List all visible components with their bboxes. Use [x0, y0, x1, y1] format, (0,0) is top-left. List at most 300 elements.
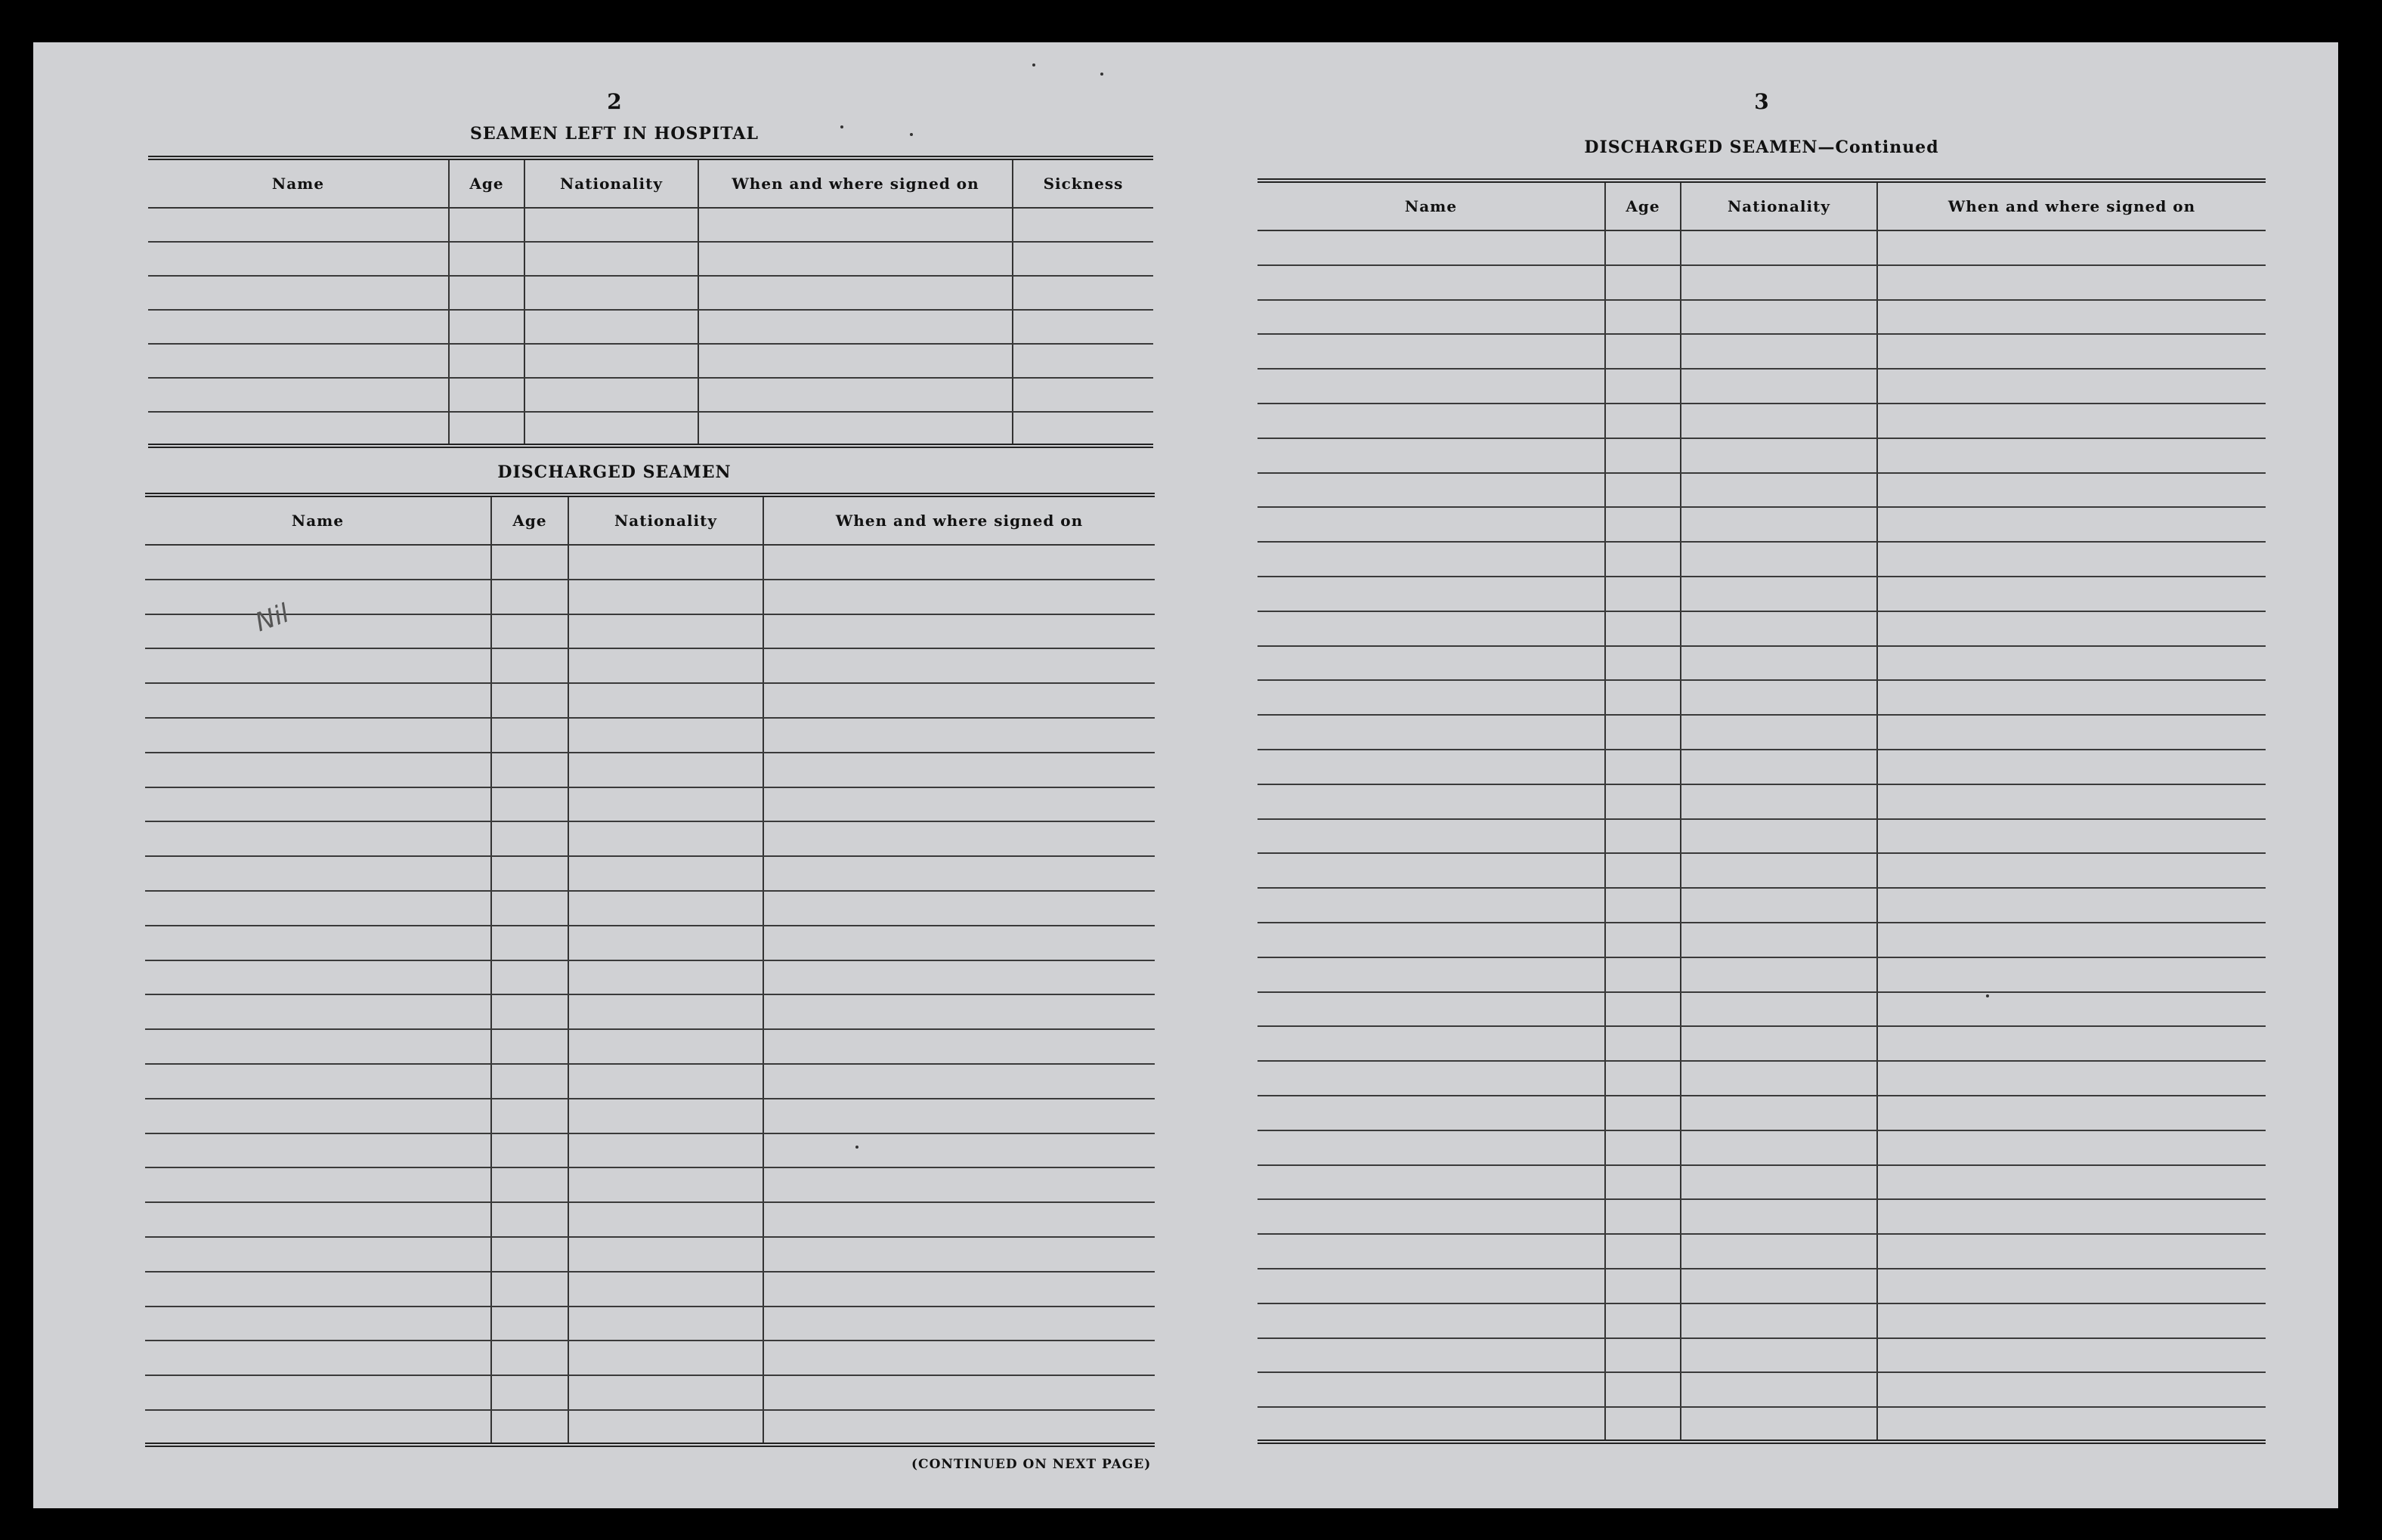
- ledger-cell: [1258, 1234, 1605, 1269]
- ledger-cell: [449, 276, 524, 310]
- table-row: [145, 1167, 1155, 1202]
- ledger-cell: [1258, 750, 1605, 784]
- ledger-cell: [1605, 1130, 1681, 1165]
- ledger-cell: [763, 545, 1155, 580]
- ledger-cell: [1877, 819, 2266, 854]
- table-row: [148, 276, 1153, 310]
- ledger-cell: [763, 718, 1155, 753]
- ledger-cell: [763, 1133, 1155, 1168]
- ledger-cell: [568, 960, 763, 995]
- ledger-cell: [1877, 542, 2266, 577]
- table-row: [1258, 819, 2266, 854]
- ledger-cell: [1258, 888, 1605, 923]
- ledger-cell: [1877, 888, 2266, 923]
- table-row: [145, 648, 1155, 683]
- table-row: [145, 926, 1155, 960]
- ledger-cell: [449, 378, 524, 412]
- ledger-cell: [449, 208, 524, 242]
- col-header-age: Age: [491, 495, 568, 545]
- table-row: [145, 1133, 1155, 1168]
- ledger-cell: [145, 1341, 491, 1375]
- ledger-cell: [1605, 1303, 1681, 1338]
- ledger-cell: [1877, 750, 2266, 784]
- ledger-cell: [1681, 611, 1877, 646]
- ledger-cell: [1258, 507, 1605, 542]
- ledger-cell: [145, 787, 491, 822]
- ledger-cell: [491, 1029, 568, 1064]
- ledger-cell: [1605, 715, 1681, 750]
- ledger-cell: [763, 856, 1155, 891]
- ledger-cell: [145, 1029, 491, 1064]
- ledger-cell: [1258, 542, 1605, 577]
- ledger-cell: [145, 1272, 491, 1307]
- ledger-cell: [491, 1237, 568, 1272]
- ledger-cell: [763, 1029, 1155, 1064]
- ledger-cell: [1258, 646, 1605, 681]
- ledger-cell: [145, 1307, 491, 1341]
- ledger-cell: [568, 821, 763, 856]
- ledger-cell: [568, 1202, 763, 1237]
- ledger-cell: [568, 1375, 763, 1410]
- table-row: [1258, 230, 2266, 265]
- ledger-cell: [491, 1341, 568, 1375]
- ledger-cell: [568, 545, 763, 580]
- ledger-cell: [491, 545, 568, 580]
- ledger-cell: [145, 718, 491, 753]
- table-row: [1258, 1165, 2266, 1200]
- ledger-cell: [1877, 853, 2266, 888]
- ledger-cell: [145, 994, 491, 1029]
- ledger-cell: [1605, 957, 1681, 992]
- ledger-cell: [1681, 438, 1877, 473]
- ledger-cell: [1681, 680, 1877, 715]
- ledger-cell: [568, 891, 763, 926]
- ledger-cell: [1605, 646, 1681, 681]
- hospital-section-title: SEAMEN LEFT IN HOSPITAL: [470, 124, 759, 144]
- ledger-cell: [1681, 1026, 1877, 1061]
- ledger-cell: [491, 1202, 568, 1237]
- ledger-cell: [1605, 265, 1681, 300]
- col-header-name: Name: [145, 495, 491, 545]
- table-row: [1258, 1407, 2266, 1442]
- ledger-cell: [1258, 1338, 1605, 1373]
- ledger-cell: [1681, 784, 1877, 819]
- table-row: [145, 1029, 1155, 1064]
- ledger-cell: [1877, 473, 2266, 508]
- ledger-cell: [763, 787, 1155, 822]
- ledger-cell: [1605, 404, 1681, 438]
- ledger-cell: [568, 718, 763, 753]
- ledger-cell: [1681, 957, 1877, 992]
- col-header-age: Age: [449, 158, 524, 208]
- ledger-cell: [1681, 473, 1877, 508]
- ledger-cell: [1877, 1234, 2266, 1269]
- ledger-cell: [148, 208, 449, 242]
- ledger-cell: [145, 926, 491, 960]
- table-row: [1258, 680, 2266, 715]
- ledger-cell: [491, 926, 568, 960]
- ledger-cell: [1258, 1407, 1605, 1442]
- table-row: [1258, 611, 2266, 646]
- ledger-cell: [763, 1237, 1155, 1272]
- scan-speck: [1100, 73, 1103, 76]
- ledger-cell: [1681, 992, 1877, 1027]
- ledger-cell: [145, 1133, 491, 1168]
- col-header-sickness: Sickness: [1013, 158, 1153, 208]
- table-row: [145, 856, 1155, 891]
- ledger-cell: [1258, 715, 1605, 750]
- ledger-cell: [145, 891, 491, 926]
- ledger-cell: [1605, 611, 1681, 646]
- ledger-cell: [145, 1375, 491, 1410]
- ledger-cell: [449, 310, 524, 344]
- ledger-cell: [1605, 1372, 1681, 1407]
- ledger-cell: [698, 276, 1013, 310]
- table-row: [1258, 1269, 2266, 1303]
- ledger-cell: [1258, 334, 1605, 369]
- ledger-cell: [568, 683, 763, 718]
- ledger-cell: [1258, 473, 1605, 508]
- table-row: [145, 580, 1155, 614]
- ledger-cell: [1681, 1096, 1877, 1130]
- ledger-cell: [1877, 957, 2266, 992]
- ledger-cell: [568, 753, 763, 787]
- discharged-table: [145, 493, 1155, 1447]
- ledger-cell: [568, 1307, 763, 1341]
- ledger-cell: [1681, 715, 1877, 750]
- table-row: [1258, 1199, 2266, 1234]
- ledger-cell: [1877, 1165, 2266, 1200]
- ledger-cell: [1258, 404, 1605, 438]
- table-row: [145, 821, 1155, 856]
- ledger-cell: [1605, 1407, 1681, 1442]
- ledger-cell: [763, 614, 1155, 649]
- ledger-cell: [1258, 992, 1605, 1027]
- table-row: [148, 310, 1153, 344]
- ledger-cell: [568, 1029, 763, 1064]
- ledger-cell: [1681, 334, 1877, 369]
- ledger-cell: [698, 412, 1013, 446]
- ledger-cell: [524, 378, 698, 412]
- ledger-cell: [1258, 923, 1605, 957]
- ledger-cell: [1681, 404, 1877, 438]
- ledger-cell: [1877, 1199, 2266, 1234]
- ledger-cell: [1877, 369, 2266, 404]
- table-row: [1258, 1372, 2266, 1407]
- ledger-cell: [1605, 750, 1681, 784]
- ledger-cell: [1258, 577, 1605, 611]
- ledger-cell: [1877, 1130, 2266, 1165]
- table-row: [1258, 369, 2266, 404]
- table-row: [145, 545, 1155, 580]
- ledger-cell: [698, 344, 1013, 378]
- ledger-cell: [763, 1099, 1155, 1133]
- ledger-cell: [1877, 646, 2266, 681]
- ledger-cell: [568, 1064, 763, 1099]
- ledger-cell: [145, 545, 491, 580]
- ledger-cell: [1681, 577, 1877, 611]
- ledger-cell: [491, 1307, 568, 1341]
- ledger-cell: [491, 994, 568, 1029]
- ledger-cell: [763, 1064, 1155, 1099]
- ledger-cell: [1877, 784, 2266, 819]
- ledger-cell: [1605, 923, 1681, 957]
- ledger-cell: [1681, 646, 1877, 681]
- ledger-cell: [1013, 412, 1153, 446]
- table-row: [1258, 542, 2266, 577]
- scan-speck: [910, 133, 913, 136]
- ledger-cell: [1681, 819, 1877, 854]
- ledger-cell: [1681, 1303, 1877, 1338]
- ledger-cell: [1258, 265, 1605, 300]
- ledger-cell: [1877, 715, 2266, 750]
- ledger-cell: [1605, 438, 1681, 473]
- ledger-cell: [148, 242, 449, 276]
- col-header-name: Name: [148, 158, 449, 208]
- ledger-cell: [1258, 1303, 1605, 1338]
- col-header-age: Age: [1605, 181, 1681, 230]
- ledger-cell: [1605, 680, 1681, 715]
- ledger-cell: [145, 821, 491, 856]
- table-row: [145, 994, 1155, 1029]
- table-row: [1258, 1338, 2266, 1373]
- ledger-cell: [1605, 1269, 1681, 1303]
- ledger-cell: [145, 1099, 491, 1133]
- ledger-cell: [1877, 230, 2266, 265]
- ledger-cell: [1877, 680, 2266, 715]
- ledger-cell: [1877, 577, 2266, 611]
- ledger-cell: [491, 1167, 568, 1202]
- scan-speck: [1032, 63, 1035, 66]
- col-header-signed-on: When and where signed on: [698, 158, 1013, 208]
- ledger-cell: [1877, 992, 2266, 1027]
- ledger-cell: [491, 718, 568, 753]
- ledger-cell: [1877, 1338, 2266, 1373]
- ledger-cell: [145, 960, 491, 995]
- table-row: [148, 378, 1153, 412]
- table-row: [148, 242, 1153, 276]
- ledger-cell: [491, 683, 568, 718]
- table-row: [1258, 334, 2266, 369]
- table-row: [1258, 1026, 2266, 1061]
- ledger-cell: [145, 1167, 491, 1202]
- table-row: [1258, 507, 2266, 542]
- table-row: [145, 960, 1155, 995]
- ledger-cell: [491, 1375, 568, 1410]
- ledger-cell: [1681, 923, 1877, 957]
- ledger-cell: [1258, 611, 1605, 646]
- ledger-cell: [1605, 1338, 1681, 1373]
- ledger-cell: [491, 580, 568, 614]
- handwritten-nil-mark: Nil: [251, 598, 293, 639]
- ledger-cell: [1605, 1199, 1681, 1234]
- ledger-cell: [1605, 1165, 1681, 1200]
- ledger-cell: [1877, 334, 2266, 369]
- ledger-cell: [763, 1341, 1155, 1375]
- ledger-cell: [491, 891, 568, 926]
- ledger-cell: [1605, 992, 1681, 1027]
- ledger-cell: [1877, 1061, 2266, 1096]
- ledger-cell: [1605, 888, 1681, 923]
- ledger-cell: [491, 856, 568, 891]
- table-row: [145, 1099, 1155, 1133]
- ledger-cell: [1681, 230, 1877, 265]
- ledger-cell: [145, 1410, 491, 1445]
- ledger-cell: [763, 1272, 1155, 1307]
- table-row: [145, 1410, 1155, 1445]
- table-row: [145, 1307, 1155, 1341]
- ledger-cell: [568, 1133, 763, 1168]
- ledger-cell: [145, 753, 491, 787]
- ledger-cell: [1681, 542, 1877, 577]
- ledger-cell: [524, 344, 698, 378]
- page-number-left: 2: [607, 89, 622, 114]
- ledger-cell: [145, 1202, 491, 1237]
- table-row: [145, 891, 1155, 926]
- table-row: [1258, 1061, 2266, 1096]
- ledger-cell: [145, 683, 491, 718]
- ledger-cell: [524, 208, 698, 242]
- ledger-cell: [1013, 276, 1153, 310]
- ledger-cell: [1605, 853, 1681, 888]
- scan-speck: [855, 1146, 858, 1149]
- table-row: [1258, 923, 2266, 957]
- ledger-cell: [491, 1272, 568, 1307]
- ledger-cell: [491, 960, 568, 995]
- ledger-cell: [698, 310, 1013, 344]
- ledger-cell: [1258, 784, 1605, 819]
- ledger-cell: [1013, 208, 1153, 242]
- ledger-cell: [1605, 473, 1681, 508]
- discharged-continued-table: [1258, 178, 2266, 1444]
- ledger-cell: [1258, 957, 1605, 992]
- ledger-cell: [524, 276, 698, 310]
- ledger-cell: [763, 994, 1155, 1029]
- ledger-cell: [1681, 300, 1877, 335]
- ledger-cell: [491, 648, 568, 683]
- ledger-cell: [1013, 310, 1153, 344]
- ledger-cell: [1877, 923, 2266, 957]
- table-row: [1258, 888, 2266, 923]
- ledger-cell: [1258, 369, 1605, 404]
- ledger-cell: [1605, 507, 1681, 542]
- ledger-cell: [1681, 1130, 1877, 1165]
- ledger-cell: [449, 242, 524, 276]
- table-row: [1258, 784, 2266, 819]
- ledger-cell: [491, 1133, 568, 1168]
- ledger-cell: [491, 787, 568, 822]
- ledger-cell: [148, 344, 449, 378]
- table-row: [1258, 646, 2266, 681]
- table-row: [148, 208, 1153, 242]
- ledger-cell: [1605, 1026, 1681, 1061]
- table-row: [145, 1375, 1155, 1410]
- table-row: [1258, 300, 2266, 335]
- ledger-cell: [568, 926, 763, 960]
- ledger-cell: [763, 926, 1155, 960]
- ledger-cell: [1258, 1165, 1605, 1200]
- ledger-cell: [1258, 230, 1605, 265]
- scanned-manifest-sheet: [33, 42, 2338, 1508]
- discharged-continued-title: DISCHARGED SEAMEN—Continued: [1584, 138, 1939, 157]
- ledger-cell: [1681, 1165, 1877, 1200]
- ledger-cell: [763, 683, 1155, 718]
- ledger-cell: [1258, 1199, 1605, 1234]
- col-header-nationality: Nationality: [524, 158, 698, 208]
- ledger-cell: [491, 614, 568, 649]
- ledger-cell: [491, 1064, 568, 1099]
- ledger-cell: [1258, 1026, 1605, 1061]
- ledger-cell: [1258, 438, 1605, 473]
- ledger-cell: [1605, 230, 1681, 265]
- ledger-cell: [763, 821, 1155, 856]
- table-row: [1258, 750, 2266, 784]
- ledger-cell: [145, 580, 491, 614]
- ledger-cell: [1681, 1338, 1877, 1373]
- ledger-cell: [1877, 611, 2266, 646]
- table-row: [1258, 992, 2266, 1027]
- ledger-cell: [1258, 680, 1605, 715]
- ledger-cell: [1258, 1130, 1605, 1165]
- ledger-cell: [1681, 507, 1877, 542]
- ledger-cell: [1681, 369, 1877, 404]
- ledger-cell: [1258, 819, 1605, 854]
- ledger-cell: [698, 208, 1013, 242]
- ledger-cell: [763, 1202, 1155, 1237]
- ledger-cell: [568, 994, 763, 1029]
- ledger-cell: [1013, 242, 1153, 276]
- ledger-cell: [148, 412, 449, 446]
- ledger-cell: [145, 1237, 491, 1272]
- ledger-cell: [524, 412, 698, 446]
- ledger-cell: [763, 1167, 1155, 1202]
- table-row: [145, 718, 1155, 753]
- ledger-cell: [524, 310, 698, 344]
- ledger-cell: [148, 310, 449, 344]
- ledger-cell: [1605, 577, 1681, 611]
- ledger-cell: [145, 1064, 491, 1099]
- table-row: [148, 412, 1153, 446]
- ledger-cell: [1605, 1061, 1681, 1096]
- ledger-cell: [1681, 853, 1877, 888]
- ledger-cell: [1877, 404, 2266, 438]
- ledger-cell: [1605, 300, 1681, 335]
- col-header-nationality: Nationality: [568, 495, 763, 545]
- ledger-cell: [568, 1167, 763, 1202]
- table-row: [1258, 715, 2266, 750]
- ledger-cell: [491, 1099, 568, 1133]
- ledger-cell: [1681, 888, 1877, 923]
- ledger-cell: [1258, 853, 1605, 888]
- ledger-cell: [145, 648, 491, 683]
- ledger-cell: [568, 1272, 763, 1307]
- table-row: [1258, 1130, 2266, 1165]
- table-row: [1258, 438, 2266, 473]
- hospital-table: [148, 156, 1153, 448]
- table-row: [1258, 473, 2266, 508]
- ledger-cell: [1605, 784, 1681, 819]
- scan-speck: [840, 125, 843, 128]
- ledger-cell: [568, 614, 763, 649]
- table-row: [1258, 853, 2266, 888]
- ledger-cell: [1681, 1061, 1877, 1096]
- ledger-cell: [524, 242, 698, 276]
- ledger-cell: [568, 580, 763, 614]
- ledger-cell: [1877, 438, 2266, 473]
- ledger-cell: [1605, 542, 1681, 577]
- ledger-cell: [1258, 1061, 1605, 1096]
- ledger-cell: [763, 753, 1155, 787]
